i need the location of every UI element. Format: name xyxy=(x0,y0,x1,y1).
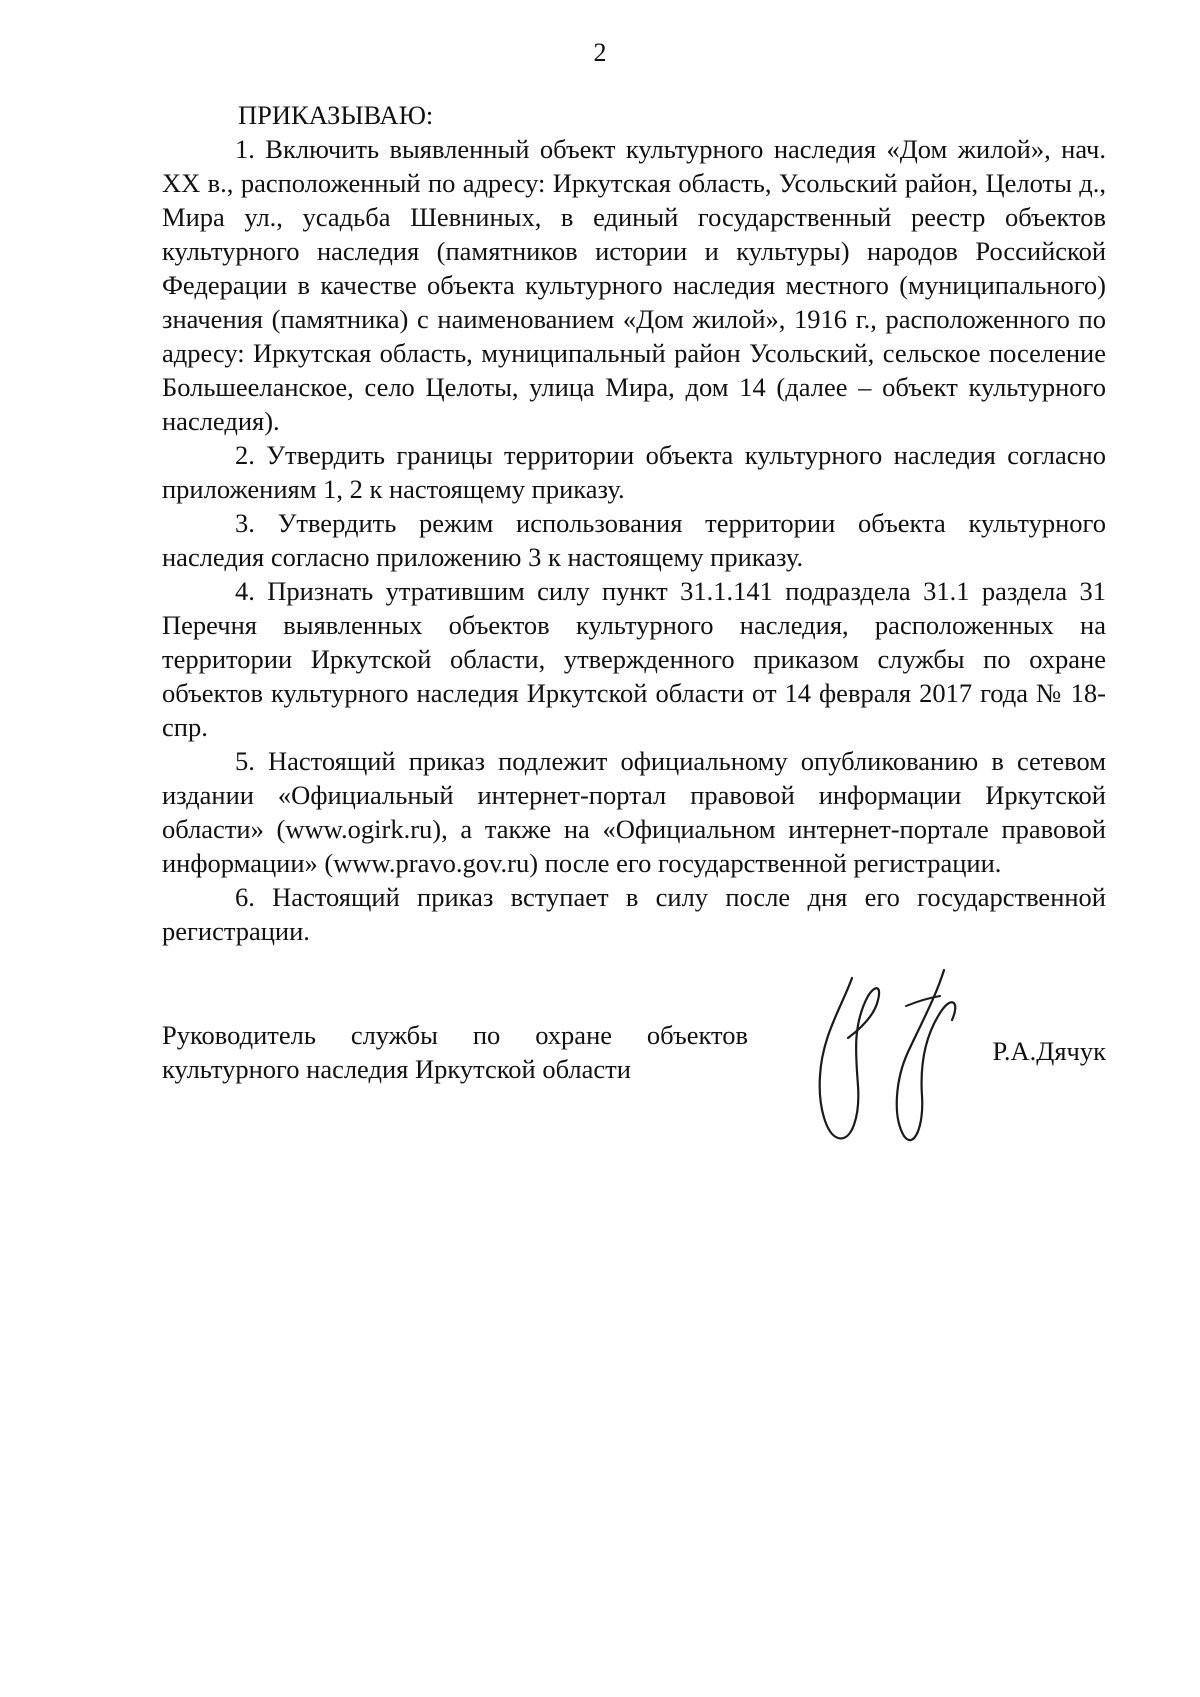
document-body xyxy=(162,98,1106,948)
order-item-4: 4. Признать утратившим силу пункт 31.1.141 подраздела 31.1 раздела 31 Перечня выявленных объектов культурного наследия, расположенных на территории Иркутской области, утвержденного приказом службы по охране объектов культурного наследия Иркутской области от 14 февраля 2017 года № 18-спр. xyxy=(162,576,1106,742)
order-item-2: 2. Утвердить границы территории объекта культурного наследия согласно приложениям 1, 2 к настоящему приказу. xyxy=(162,440,1106,504)
signer-name: Р.А.Дячук xyxy=(992,1036,1106,1066)
order-heading: ПРИКАЗЫВАЮ: xyxy=(238,100,434,130)
order-items-list xyxy=(162,132,1106,948)
handwritten-signature xyxy=(812,966,972,1146)
order-item-3: 3. Утвердить режим использования территории объекта культурного наследия согласно приложению 3 к настоящему приказу. xyxy=(162,508,1106,572)
order-item-5: 5. Настоящий приказ подлежит официальному опубликованию в сетевом издании «Официальный интернет-портал правовой информации Иркутской области» (www.ogirk.ru), а также на «Официальном интернет-портале правовой информации» (www.pravo.gov.ru) после его государственной регистрации. xyxy=(162,746,1106,878)
order-item-1: 1. Включить выявленный объект культурного наследия «Дом жилой», нач. XX в., расположенный по адресу: Иркутская область, Усольский район, Целоты д., Мира ул., усадьба Шевниных, в единый государственный реестр объектов культурного наследия (памятников истории и культуры) народов Российской Федерации в качестве объекта культурного наследия местного (муниципального) значения (памятника) с наименованием «Дом жилой», 1916 г., расположенного по адресу: Иркутская область, муниципальный район Усольский, сельское поселение Большееланское, село Целоты, улица Мира, дом 14 (далее – объект культурного наследия). xyxy=(162,134,1106,436)
page-number: 2 xyxy=(593,38,607,67)
signer-title: Руководитель службы по охране объектов культурного наследия Иркутской области xyxy=(162,1020,748,1084)
order-item-6: 6. Настоящий приказ вступает в силу после дня его государственной регистрации. xyxy=(162,882,1106,946)
signature-block xyxy=(162,1018,1106,1138)
